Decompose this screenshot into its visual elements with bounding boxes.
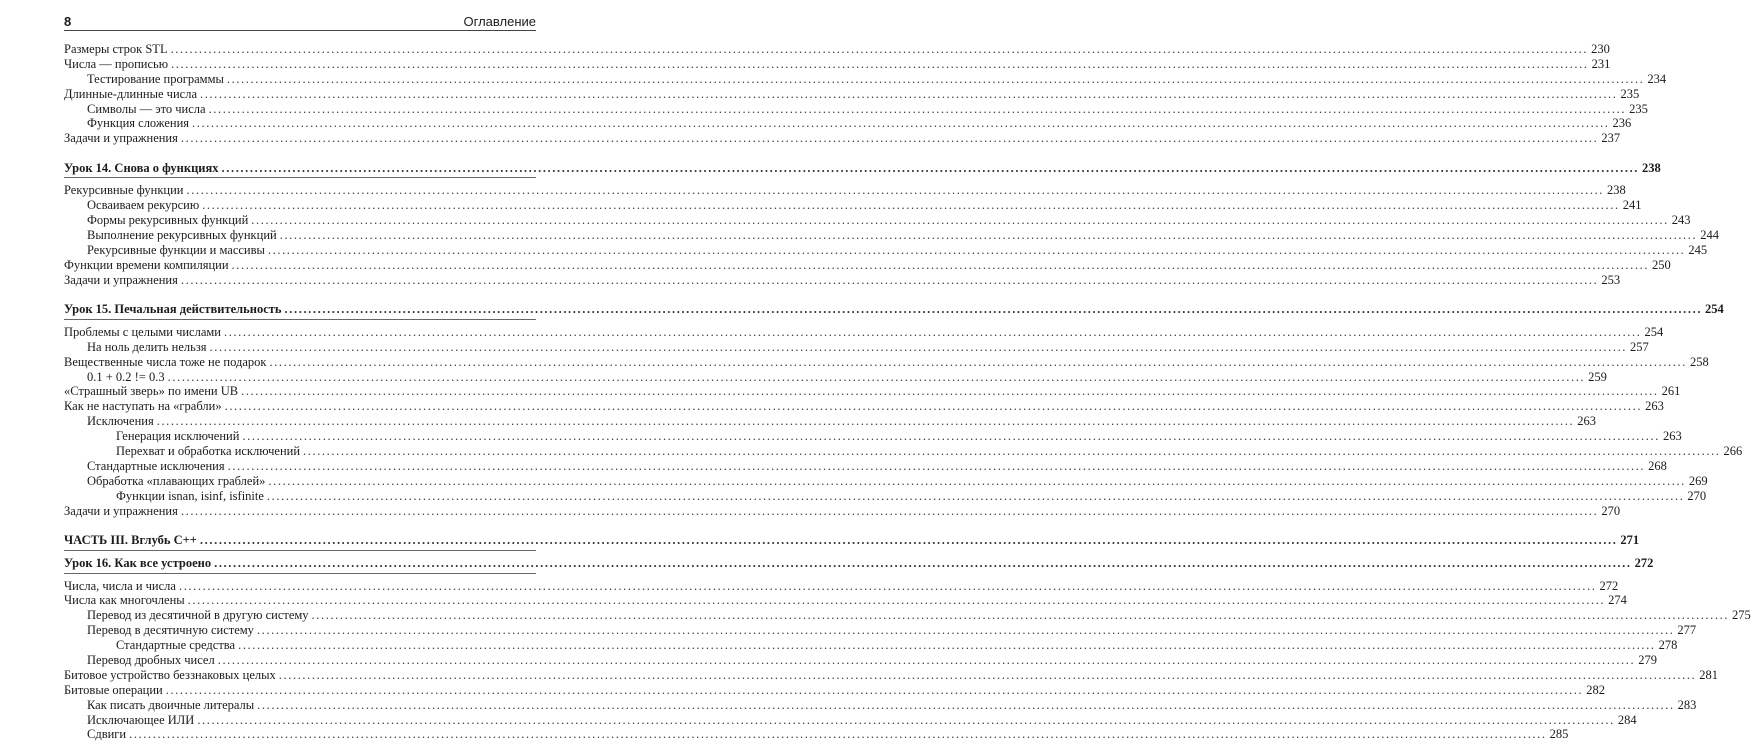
dot-leader: ............................................................................................................................................................................................................................................................................................................ xyxy=(202,198,1620,213)
toc-entry-title: Числа — прописью xyxy=(64,56,169,71)
dot-leader: ............................................................................................................................................................................................................................................................................................................ xyxy=(241,384,1659,399)
toc-entry-title: Битовые операции xyxy=(64,682,163,697)
toc-page-number: 261 xyxy=(1661,384,1681,399)
dot-leader: ............................................................................................................................................................................................................................................................................................................ xyxy=(303,443,1721,458)
dot-leader: ............................................................................................................................................................................................................................................................................................................ xyxy=(187,593,1606,608)
toc-entry[interactable] xyxy=(64,339,1649,355)
toc-entry[interactable] xyxy=(64,242,1708,258)
dot-leader: ............................................................................................................................................................................................................................................................................................................ xyxy=(180,131,1599,146)
toc-entry-title: Сдвиги xyxy=(87,727,127,742)
toc-page-number: 263 xyxy=(1577,414,1596,429)
toc-chapter-heading[interactable] xyxy=(64,301,1724,317)
dot-leader: ............................................................................................................................................................................................................................................................................................................ xyxy=(279,228,1698,243)
toc-entry-title: ЧАСТЬ III. Вглубь C++ xyxy=(64,532,197,547)
toc-entry-title: Рекурсивные функции xyxy=(64,183,184,198)
toc-entry-title: Исключения xyxy=(87,414,154,429)
dot-leader: ............................................................................................................................................................................................................................................................................................................ xyxy=(171,56,1589,71)
toc-entry-title: Урок 15. Печальная действительность xyxy=(64,301,282,316)
toc-page-number: 238 xyxy=(1642,160,1661,175)
toc-entry-title: «Страшный зверь» по имени UB xyxy=(64,384,239,399)
dot-leader: ............................................................................................................................................................................................................................................................................................................ xyxy=(268,473,1686,488)
dot-leader: ............................................................................................................................................................................................................................................................................................................ xyxy=(178,578,1597,593)
dot-leader: ............................................................................................................................................................................................................................................................................................................ xyxy=(278,667,1697,682)
toc-entry[interactable] xyxy=(64,272,1621,288)
table-of-contents xyxy=(64,42,1751,742)
toc-page-number: 270 xyxy=(1687,488,1707,503)
toc-entry[interactable] xyxy=(64,652,1657,668)
toc-entry-title: Размеры строк STL xyxy=(64,42,168,56)
dot-leader: ............................................................................................................................................................................................................................................................................................................ xyxy=(224,399,1643,414)
dot-leader: ............................................................................................................................................................................................................................................................................................................ xyxy=(256,623,1675,638)
dot-leader: ............................................................................................................................................................................................................................................................................................................ xyxy=(231,257,1650,272)
toc-entry-title: Урок 16. Как все устроено xyxy=(64,555,212,570)
toc-page-number: 269 xyxy=(1688,473,1708,488)
toc-entry[interactable] xyxy=(64,213,1691,228)
dot-leader: ............................................................................................................................................................................................................................................................................................................ xyxy=(311,608,1730,623)
toc-entry-title: Задачи и упражнения xyxy=(64,131,178,146)
toc-entry-title: Осваиваем рекурсию xyxy=(87,198,200,213)
toc-entry-title: Исключающее ИЛИ xyxy=(87,712,195,727)
dot-leader: ............................................................................................................................................................................................................................................................................................................ xyxy=(170,42,1589,56)
toc-entry-title: Рекурсивные функции и массивы xyxy=(87,242,265,257)
toc-entry[interactable] xyxy=(64,228,1719,243)
toc-page-number: 277 xyxy=(1677,623,1697,638)
toc-spacer xyxy=(64,518,536,532)
toc-entry[interactable] xyxy=(64,86,1640,102)
toc-entry-title: На ноль делить нельзя xyxy=(87,339,207,354)
toc-entry-title: Перевод дробных чисел xyxy=(87,652,215,667)
dot-leader: ............................................................................................................................................................................................................................................................................................................ xyxy=(209,339,1628,354)
toc-entry[interactable] xyxy=(64,623,1697,638)
toc-page-number: 231 xyxy=(1591,56,1611,71)
toc-entry-title: Генерация исключений xyxy=(116,429,240,444)
toc-entry[interactable] xyxy=(64,324,1664,340)
toc-entry-title: Перехват и обработка исключений xyxy=(116,443,301,458)
toc-page-number: 281 xyxy=(1699,667,1719,682)
dot-leader: ............................................................................................................................................................................................................................................................................................................ xyxy=(242,429,1660,444)
toc-entry[interactable] xyxy=(64,71,1667,87)
toc-page-number: 258 xyxy=(1689,354,1709,369)
toc-page-number: 254 xyxy=(1705,301,1724,316)
toc-entry-title: Проблемы с целыми числами xyxy=(64,324,221,339)
toc-page-number: 271 xyxy=(1620,532,1640,547)
dot-leader: ............................................................................................................................................................................................................................................................................................................ xyxy=(180,272,1599,287)
toc-entry-title: Функция сложения xyxy=(87,116,190,131)
dot-leader: ............................................................................................................................................................................................................................................................................................................ xyxy=(200,86,1618,101)
toc-entry[interactable] xyxy=(64,198,1642,213)
toc-page-number: 235 xyxy=(1620,86,1640,101)
toc-page-number: 282 xyxy=(1586,682,1605,697)
dot-leader: ............................................................................................................................................................................................................................................................................................................ xyxy=(221,160,1640,175)
dot-leader: ............................................................................................................................................................................................................................................................................................................ xyxy=(238,638,1656,653)
toc-entry-title: Функции isnan, isinf, isfinite xyxy=(116,488,264,503)
dot-leader: ............................................................................................................................................................................................................................................................................................................ xyxy=(226,71,1645,86)
toc-entry-title: Задачи и упражнения xyxy=(64,272,178,287)
toc-entry[interactable] xyxy=(64,384,1681,399)
dot-leader: ............................................................................................................................................................................................................................................................................................................ xyxy=(257,697,1675,712)
toc-page-number: 236 xyxy=(1612,116,1632,131)
toc-entry-title: Тестирование программы xyxy=(87,71,224,86)
toc-page-number: 235 xyxy=(1629,101,1648,116)
toc-entry[interactable] xyxy=(64,131,1621,146)
toc-page-number: 279 xyxy=(1638,652,1657,667)
dot-leader: ............................................................................................................................................................................................................................................................................................................ xyxy=(217,652,1636,667)
toc-entry-title: Числа, числа и числа xyxy=(64,578,176,593)
toc-page-number: 274 xyxy=(1608,593,1627,608)
toc-spacer xyxy=(64,146,536,160)
toc-entry-title: Урок 14. Снова о функциях xyxy=(64,160,219,175)
toc-page-number: 238 xyxy=(1607,183,1626,198)
toc-chapter-heading[interactable] xyxy=(64,532,1640,548)
running-header xyxy=(64,14,536,31)
dot-leader: ............................................................................................................................................................................................................................................................................................................ xyxy=(266,488,1685,503)
toc-page-number: 234 xyxy=(1647,71,1667,86)
toc-page-number: 244 xyxy=(1700,228,1719,243)
toc-entry[interactable] xyxy=(64,488,1707,504)
toc-entry[interactable] xyxy=(64,399,1664,414)
toc-entry-title: Перевод в десятичную систему xyxy=(87,623,254,638)
toc-entry[interactable] xyxy=(64,503,1621,519)
toc-page-number: 245 xyxy=(1688,242,1708,257)
page-number: 8 xyxy=(64,14,72,29)
toc-page-number: 284 xyxy=(1617,712,1637,727)
toc-spacer xyxy=(64,288,536,302)
toc-entry[interactable] xyxy=(64,458,1667,474)
dot-leader: ............................................................................................................................................................................................................................................................................................................ xyxy=(156,414,1575,429)
toc-entry-title: Выполнение рекурсивных функций xyxy=(87,228,277,243)
toc-entry[interactable] xyxy=(64,56,1611,72)
toc-entry-title: Стандартные средства xyxy=(116,638,236,653)
toc-page-number: 272 xyxy=(1634,555,1654,570)
toc-entry[interactable] xyxy=(64,578,1619,594)
toc-page-number: 250 xyxy=(1652,257,1671,272)
toc-page-number: 278 xyxy=(1658,638,1678,653)
toc-page-number: 243 xyxy=(1671,213,1691,228)
toc-entry[interactable] xyxy=(64,593,1627,608)
toc-entry-title: Как не наступать на «грабли» xyxy=(64,399,222,414)
toc-page-number: 241 xyxy=(1622,198,1642,213)
dot-leader: ............................................................................................................................................................................................................................................................................................................ xyxy=(186,183,1605,198)
toc-entry-title: 0.1 + 0.2 != 0.3 xyxy=(87,369,165,384)
dot-leader: ............................................................................................................................................................................................................................................................................................................ xyxy=(223,324,1642,339)
toc-entry-title: Перевод из десятичной в другую систему xyxy=(87,608,309,623)
toc-page-number: 285 xyxy=(1549,727,1569,742)
toc-entry-title: Вещественные числа тоже не подарок xyxy=(64,354,267,369)
toc-entry-title: Обработка «плавающих граблей» xyxy=(87,473,266,488)
toc-entry[interactable] xyxy=(64,101,1648,117)
dot-leader: ............................................................................................................................................................................................................................................................................................................ xyxy=(129,727,1547,742)
toc-entry[interactable] xyxy=(64,414,1596,429)
dot-leader: ............................................................................................................................................................................................................................................................................................................ xyxy=(227,458,1646,473)
toc-entry[interactable] xyxy=(64,429,1682,444)
dot-leader: ............................................................................................................................................................................................................................................................................................................ xyxy=(267,242,1686,257)
toc-entry[interactable] xyxy=(64,608,1751,623)
toc-chapter-heading[interactable] xyxy=(64,555,1654,571)
toc-page-number: 254 xyxy=(1644,324,1664,339)
running-title: Оглавление xyxy=(463,14,536,29)
toc-entry[interactable] xyxy=(64,257,1671,273)
dot-leader: ............................................................................................................................................................................................................................................................................................................ xyxy=(199,532,1618,547)
toc-entry-title: Функции времени компиляции xyxy=(64,257,229,272)
toc-entry[interactable] xyxy=(64,667,1719,683)
toc-page-number: 270 xyxy=(1601,503,1621,518)
toc-entry-title: Числа как многочлены xyxy=(64,593,185,608)
toc-page-number: 275 xyxy=(1732,608,1751,623)
toc-page-number: 266 xyxy=(1723,443,1743,458)
dot-leader: ............................................................................................................................................................................................................................................................................................................ xyxy=(251,213,1669,228)
toc-page-number: 263 xyxy=(1662,429,1682,444)
toc-entry-title: Длинные-длинные числа xyxy=(64,86,197,101)
toc-entry-title: Битовое устройство беззнаковых целых xyxy=(64,667,276,682)
toc-chapter-heading[interactable] xyxy=(64,160,1661,176)
toc-entry[interactable] xyxy=(64,116,1632,131)
toc-entry-title: Задачи и упражнения xyxy=(64,503,178,518)
toc-entry[interactable] xyxy=(64,42,1610,57)
toc-page-number: 272 xyxy=(1599,578,1619,593)
toc-entry-title: Стандартные исключения xyxy=(87,458,225,473)
toc-page-number: 257 xyxy=(1630,339,1649,354)
toc-page-number: 259 xyxy=(1588,369,1607,384)
toc-entry[interactable] xyxy=(64,638,1678,653)
toc-page-number: 283 xyxy=(1677,697,1697,712)
toc-entry-title: Как писать двоичные литералы xyxy=(87,697,255,712)
toc-entry[interactable] xyxy=(64,443,1743,459)
toc-entry[interactable] xyxy=(64,473,1708,489)
dot-leader: ............................................................................................................................................................................................................................................................................................................ xyxy=(165,682,1584,697)
dot-leader: ............................................................................................................................................................................................................................................................................................................ xyxy=(180,503,1599,518)
dot-leader: ............................................................................................................................................................................................................................................................................................................ xyxy=(269,354,1687,369)
toc-entry[interactable] xyxy=(64,682,1605,698)
toc-entry-title: Символы — это числа xyxy=(87,101,206,116)
dot-leader: ............................................................................................................................................................................................................................................................................................................ xyxy=(284,301,1703,316)
toc-page-number: 253 xyxy=(1601,272,1621,287)
dot-leader: ............................................................................................................................................................................................................................................................................................................ xyxy=(208,101,1627,116)
toc-page-number: 263 xyxy=(1645,399,1664,414)
toc-page-number: 237 xyxy=(1601,131,1621,146)
dot-leader: ............................................................................................................................................................................................................................................................................................................ xyxy=(192,116,1610,131)
toc-entry-title: Формы рекурсивных функций xyxy=(87,213,249,228)
dot-leader: ............................................................................................................................................................................................................................................................................................................ xyxy=(197,712,1615,727)
toc-page-number: 268 xyxy=(1648,458,1667,473)
dot-leader: ............................................................................................................................................................................................................................................................................................................ xyxy=(167,369,1586,384)
dot-leader: ............................................................................................................................................................................................................................................................................................................ xyxy=(214,555,1632,570)
toc-entry[interactable] xyxy=(64,369,1607,385)
toc-page-number: 230 xyxy=(1591,42,1610,56)
toc-entry[interactable] xyxy=(64,697,1697,713)
toc-entry[interactable] xyxy=(64,727,1569,742)
toc-entry[interactable] xyxy=(64,712,1637,728)
toc-entry[interactable] xyxy=(64,183,1626,198)
toc-entry[interactable] xyxy=(64,354,1709,370)
